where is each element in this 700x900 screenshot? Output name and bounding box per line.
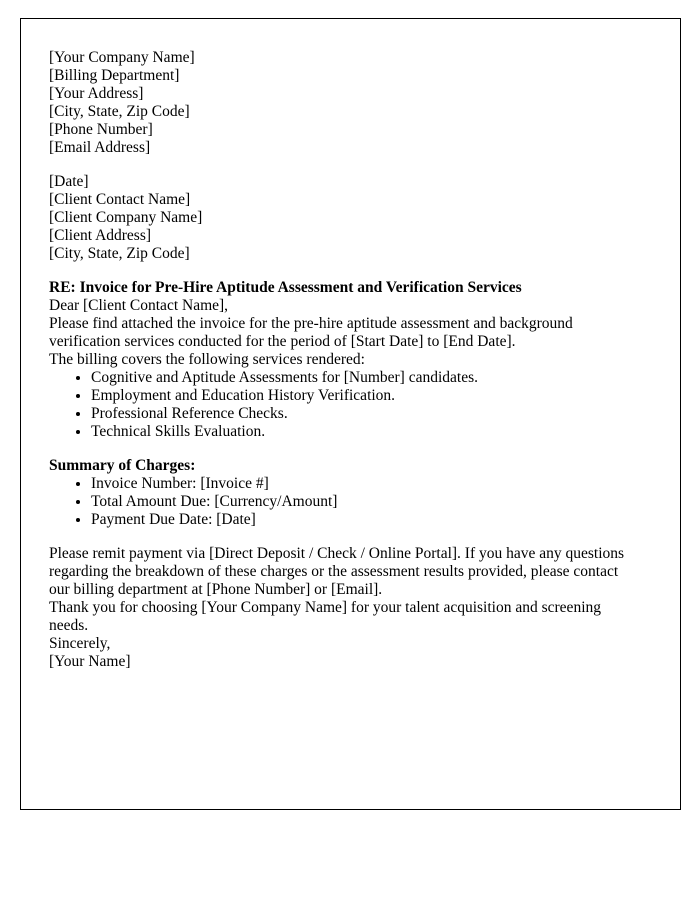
service-item: • Professional Reference Checks. [91,405,625,423]
sender-address-block [49,49,625,157]
service-item: • Employment and Education History Verification. [91,387,625,405]
payment-paragraph: Please remit payment via [Direct Deposit / Check / Online Portal]. If you have any questions regarding the breakdown of these charges or the assessment results provided, please contact our billing department at [Phone Number] or [Email]. [49,545,625,598]
recipient-city-state-zip: [City, State, Zip Code] [49,245,190,262]
charge-item-due-date: • Payment Due Date: [Date] [91,511,625,529]
recipient-address: [Client Address] [49,227,152,244]
recipient-address-block [49,191,625,263]
subject-line: RE: Invoice for Pre-Hire Aptitude Assessment and Verification Services [49,279,522,296]
closing: Sincerely, [49,635,111,652]
sender-city-state-zip: [City, State, Zip Code] [49,103,190,120]
signature-name: [Your Name] [49,653,131,670]
sender-address: [Your Address] [49,85,144,102]
letter-page [20,18,681,810]
salutation: Dear [Client Contact Name], [49,297,229,314]
service-item: • Technical Skills Evaluation. [91,423,625,441]
sender-department: [Billing Department] [49,67,180,84]
charges-heading: Summary of Charges: [49,457,196,474]
services-list [49,369,625,441]
intro-paragraph: Please find attached the invoice for the pre-hire aptitude assessment and background verification services conducted for the period of [Start Date] to [End Date]. [49,315,573,350]
recipient-company: [Client Company Name] [49,209,203,226]
charges-list [49,475,625,529]
sender-phone: [Phone Number] [49,121,153,138]
services-intro: The billing covers the following services rendered: [49,351,365,368]
charge-item-invoice-number: • Invoice Number: [Invoice #] [91,475,625,493]
sender-email: [Email Address] [49,139,151,156]
letter-date: [Date] [49,173,89,190]
charge-item-total-due: • Total Amount Due: [Currency/Amount] [91,493,625,511]
recipient-contact-name: [Client Contact Name] [49,191,191,208]
sender-company: [Your Company Name] [49,49,195,66]
thanks-paragraph: Thank you for choosing [Your Company Name] for your talent acquisition and screening needs. [49,599,601,634]
service-item: • Cognitive and Aptitude Assessments for [Number] candidates. [91,369,625,387]
